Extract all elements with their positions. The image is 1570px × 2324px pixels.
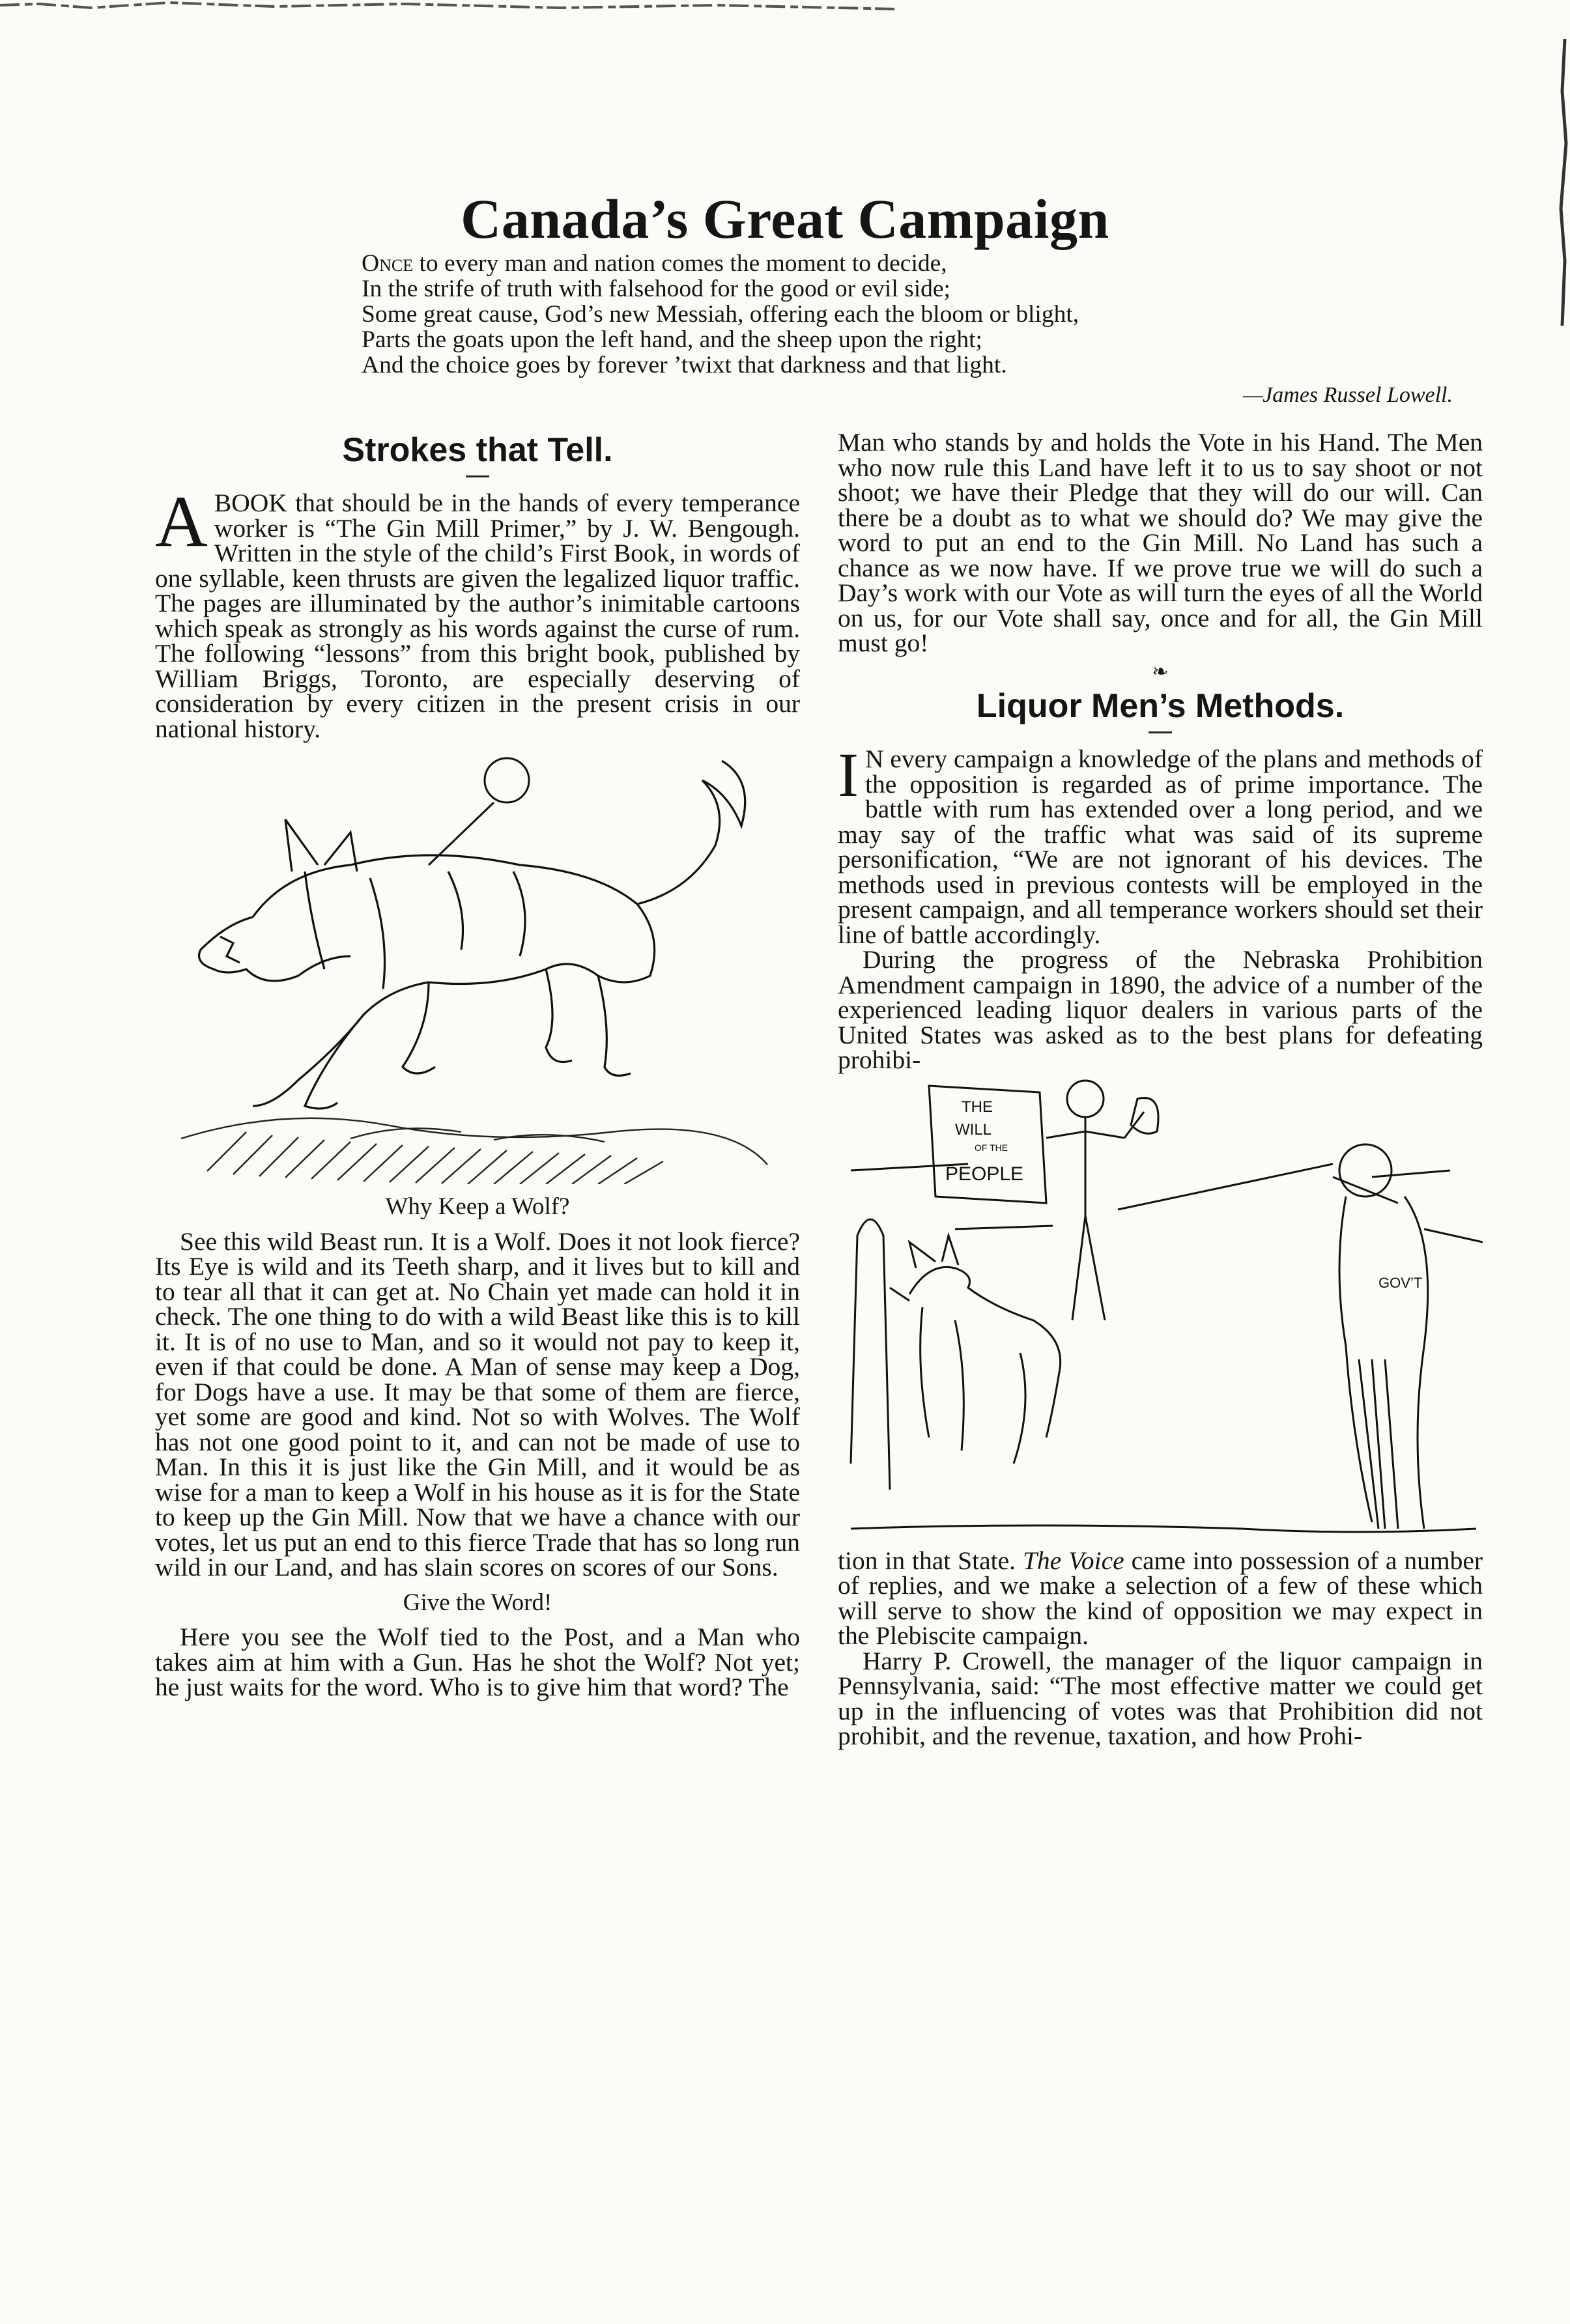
govt-label: GOV’T	[1378, 1274, 1423, 1291]
poem-line-5: And the choice goes by forever ’twixt that darkness and that light.	[362, 352, 1007, 378]
poem-first-word: Once	[362, 250, 414, 277]
heading-strokes-that-tell: Strokes that Tell.	[342, 431, 613, 469]
scan-right-edge	[1553, 39, 1570, 326]
sign-line-2: WILL	[955, 1120, 992, 1139]
left-column	[155, 430, 800, 1700]
wolf-lesson-title: Why Keep a Wolf?	[385, 1193, 570, 1220]
sign-line-1: THE	[962, 1098, 993, 1116]
the-voice-title: The Voice	[1022, 1546, 1124, 1575]
ornament-icon: ❧	[1152, 660, 1169, 683]
poem-line-1	[362, 251, 1469, 276]
wolf-lesson-text: See this wild Beast run. It is a Wolf. Does it not look fierce? Its Eye is wild and its Teeth sharp, and it lives but to kill and to tear all that it can get at. No Chain yet made can hold it in check. The one thing to do with a wild Beast like this is to kill it. It is of no use to Man, and so it would not pay to keep it, even if that could be done. A Man of sense may keep a Dog, for Dogs have a use. It may be that some of them are fierce, yet some are good and kind. Not so with Wolves. The Wolf has not one good point to it, and can not be made of use to Man. In this it is just like the Gin Mill, and it would be as wise for a man to keep a Wolf in his house as it is for the State to keep up the Gin Mill. Now that we have a chance with our votes, let us put an end to this fierce Trade that has so long run wild in our Land, and has slain scores on scores of our Sons.	[155, 1226, 800, 1581]
methods-paragraph-3-rest: came into possession of a number of replies, and we make a selection of a few of these which will serve to show the kind of opposition we may expect in the Plebiscite campaign.	[838, 1546, 1483, 1650]
drop-cap-2: I	[838, 740, 859, 810]
poem-line-1-text: to every man and nation comes the moment to decide,	[413, 250, 947, 277]
poem-attribution: —James Russel Lowell.	[1242, 383, 1453, 407]
poem-line-2: In the strife of truth with falsehood for the good or evil side;	[362, 276, 950, 302]
word-lesson-text: Here you see the Wolf tied to the Post, and a Man who takes aim at him with a Gun. Has he shot the Wolf? Not yet; he just waits for the word. Who is to give him that word? The	[155, 1623, 800, 1701]
running-wolf-illustration	[155, 741, 800, 1184]
word-lesson-title: Give the Word!	[403, 1589, 552, 1616]
heading-liquor-mens-methods: Liquor Men’s Methods.	[976, 687, 1345, 725]
heading-rule	[466, 475, 489, 477]
methods-paragraph-3	[838, 1548, 1483, 1649]
poem-epigraph	[362, 251, 1469, 378]
heading-rule-2	[1149, 731, 1172, 733]
poem-line-3: Some great cause, God’s new Messiah, offering each the bloom or blight,	[362, 301, 1079, 328]
methods-paragraph-3-start: tion in that State.	[838, 1546, 1023, 1575]
methods-paragraph-1	[838, 740, 1483, 949]
sign-line-3: OF THE	[975, 1142, 1008, 1153]
wolf-post-gun-cartoon	[838, 1073, 1483, 1548]
methods-paragraph-1-text: N every campaign a knowledge of the plans and methods of the opposition is regarded as of prime importance. The battle with rum has extended over a long period, and we may say of the traffic what was said of its supreme personification, “We are not ignorant of his devices. The methods used in previous contests will be employed in the present campaign, and all temperance workers should set their line of battle accordingly.	[838, 744, 1483, 949]
intro-paragraph	[155, 481, 800, 743]
drop-cap: A	[155, 481, 208, 562]
poem-line-4: Parts the goats upon the left hand, and the sheep upon the right;	[362, 326, 982, 353]
methods-paragraph-4: Harry P. Crowell, the manager of the liquor campaign in Pennsylvania, said: “The most effective matter we could get up in the influencing of votes was that Prohibition did not prohibit, and the revenue, taxation, and how Prohi-	[838, 1646, 1483, 1750]
right-column	[838, 430, 1483, 1749]
scan-top-edge	[0, 0, 977, 20]
intro-text: BOOK that should be in the hands of every temperance worker is “The Gin Mill Primer,” by J. W. Bengough. Written in the style of the child’s First Book, in words of one syllable, keen thrusts are given the legalized liquor traffic. The pages are illuminated by the author’s inimitable cartoons which speak as strongly as his words against the curse of rum. The following “lessons” from this bright book, published by William Briggs, Toronto, are especially deserving of consideration by every citizen in the present crisis in our national history.	[155, 489, 800, 743]
methods-paragraph-2: During the progress of the Nebraska Prohibition Amendment campaign in 1890, the advice of a number of the experienced leading liquor dealers in various parts of the United States was asked as to the best plans for defeating prohibi-	[838, 945, 1483, 1074]
continuation-text: Man who stands by and holds the Vote in his Hand. The Men who now rule this Land have left it to us to say shoot or not shoot; we have their Pledge that they will do our will. Can there be a doubt as to what we should do? We may give the word to put an end to the Gin Mill. No Land has such a chance as we now have. If we prove true we will do such a Day’s work with our Vote as will turn the eyes of all the World on us, for our Vote shall say, once and for all, the Gin Mill must go!	[838, 428, 1483, 657]
page-title: Canada’s Great Campaign	[461, 187, 1109, 250]
sign-line-4: PEOPLE	[945, 1163, 1024, 1185]
